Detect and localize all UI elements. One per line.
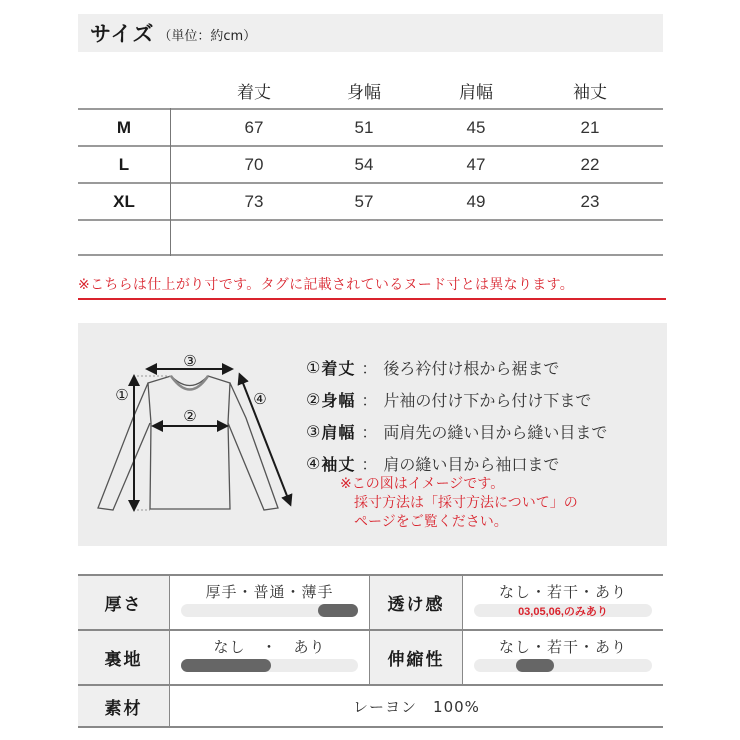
lining-value	[170, 631, 370, 684]
legend-term: 肩幅	[321, 422, 356, 442]
fabric-attributes-table	[78, 574, 663, 728]
separator: ：	[361, 358, 378, 378]
diagram-note	[340, 475, 578, 532]
size-header	[78, 14, 663, 52]
diagram-note-line: ※この図はイメージです。	[340, 476, 505, 492]
legend-item-length	[306, 351, 607, 383]
separator: ：	[361, 422, 378, 442]
legend-description: 両肩先の縫い目から縫い目まで	[383, 422, 608, 442]
size-label: L	[118, 155, 130, 174]
circled-number-4: ④	[306, 453, 321, 473]
stretch-value	[463, 631, 663, 684]
thickness-label: 厚さ	[78, 576, 170, 629]
table-cell: 70	[244, 155, 264, 174]
table-cell: 21	[580, 118, 600, 137]
table-cell: 57	[354, 192, 374, 211]
table-cell: 22	[580, 155, 600, 174]
table-divider	[170, 108, 171, 256]
table-row	[78, 145, 663, 182]
circled-number-3: ③	[306, 421, 321, 441]
table-cell: 45	[466, 118, 486, 137]
marker-4: ④	[253, 390, 267, 408]
legend-description: 片袖の付け下から付け下まで	[383, 390, 592, 410]
legend-term: 袖丈	[321, 454, 356, 474]
stretch-indicator	[516, 659, 554, 672]
marker-3: ③	[183, 352, 197, 370]
size-label: M	[116, 118, 132, 137]
lining-scale	[181, 659, 358, 672]
circled-number-2: ②	[306, 389, 321, 409]
lining-indicator	[181, 659, 271, 672]
table-cell: 47	[466, 155, 486, 174]
table-row	[78, 631, 663, 686]
table-cell: 67	[244, 118, 264, 137]
table-row	[78, 686, 663, 728]
diagram-note-line: 採寸方法は「採寸方法について」の	[354, 495, 578, 511]
table-row	[78, 108, 663, 145]
legend-description: 肩の縫い目から袖口まで	[383, 454, 560, 474]
unit-label: （単位：約cm）	[158, 29, 257, 44]
sheerness-label: 透け感	[370, 576, 463, 629]
legend-item-body-width	[306, 383, 607, 415]
size-label: XL	[113, 192, 135, 211]
long-sleeve-shirt-icon	[78, 323, 298, 546]
table-cell: 51	[354, 118, 374, 137]
size-table	[78, 68, 663, 256]
marker-2: ②	[183, 407, 197, 425]
size-table-header	[78, 68, 663, 108]
marker-1: ①	[115, 386, 129, 404]
table-cell: 23	[580, 192, 600, 211]
legend-term: 身幅	[321, 390, 356, 410]
legend-term: 着丈	[321, 358, 356, 378]
thickness-scale	[181, 604, 358, 617]
circled-number-1: ①	[306, 357, 321, 377]
table-cell: 54	[354, 155, 374, 174]
column-header-sleeve-length: 袖丈	[573, 83, 607, 103]
sheerness-value	[463, 576, 663, 629]
size-title: サイズ	[90, 22, 155, 46]
legend-description: 後ろ衿付け根から裾まで	[383, 358, 560, 378]
separator: ：	[361, 454, 378, 474]
column-header-length: 着丈	[237, 83, 271, 103]
measurement-legend	[306, 351, 607, 479]
legend-item-shoulder-width	[306, 415, 607, 447]
table-cell: 49	[466, 192, 486, 211]
thickness-options: 厚手・普通・薄手	[205, 583, 334, 601]
finished-size-note: ※こちらは仕上がり寸です。タグに記載されているヌード寸とは異なります。	[78, 274, 666, 300]
lining-options: なし ・ あり	[213, 638, 326, 656]
thickness-indicator	[318, 604, 358, 617]
material-value: レーヨン 100%	[353, 697, 480, 716]
material-label: 素材	[78, 686, 170, 726]
separator: ：	[361, 390, 378, 410]
stretch-scale	[474, 659, 652, 672]
column-header-shoulder-width: 肩幅	[459, 83, 493, 103]
table-row-empty	[78, 219, 663, 256]
stretch-label: 伸縮性	[370, 631, 463, 684]
table-row	[78, 576, 663, 631]
table-row	[78, 182, 663, 219]
sheerness-scale	[474, 604, 652, 617]
lining-label: 裏地	[78, 631, 170, 684]
stretch-options: なし・若干・あり	[498, 638, 627, 656]
thickness-value	[170, 576, 370, 629]
column-header-body-width: 身幅	[347, 83, 381, 103]
diagram-note-line: ページをご覧ください。	[354, 514, 508, 530]
measurement-diagram	[78, 323, 667, 546]
sheerness-note: 03,05,06,のみあり	[518, 606, 608, 618]
table-cell: 73	[244, 192, 264, 211]
sheerness-options: なし・若干・あり	[498, 583, 627, 601]
